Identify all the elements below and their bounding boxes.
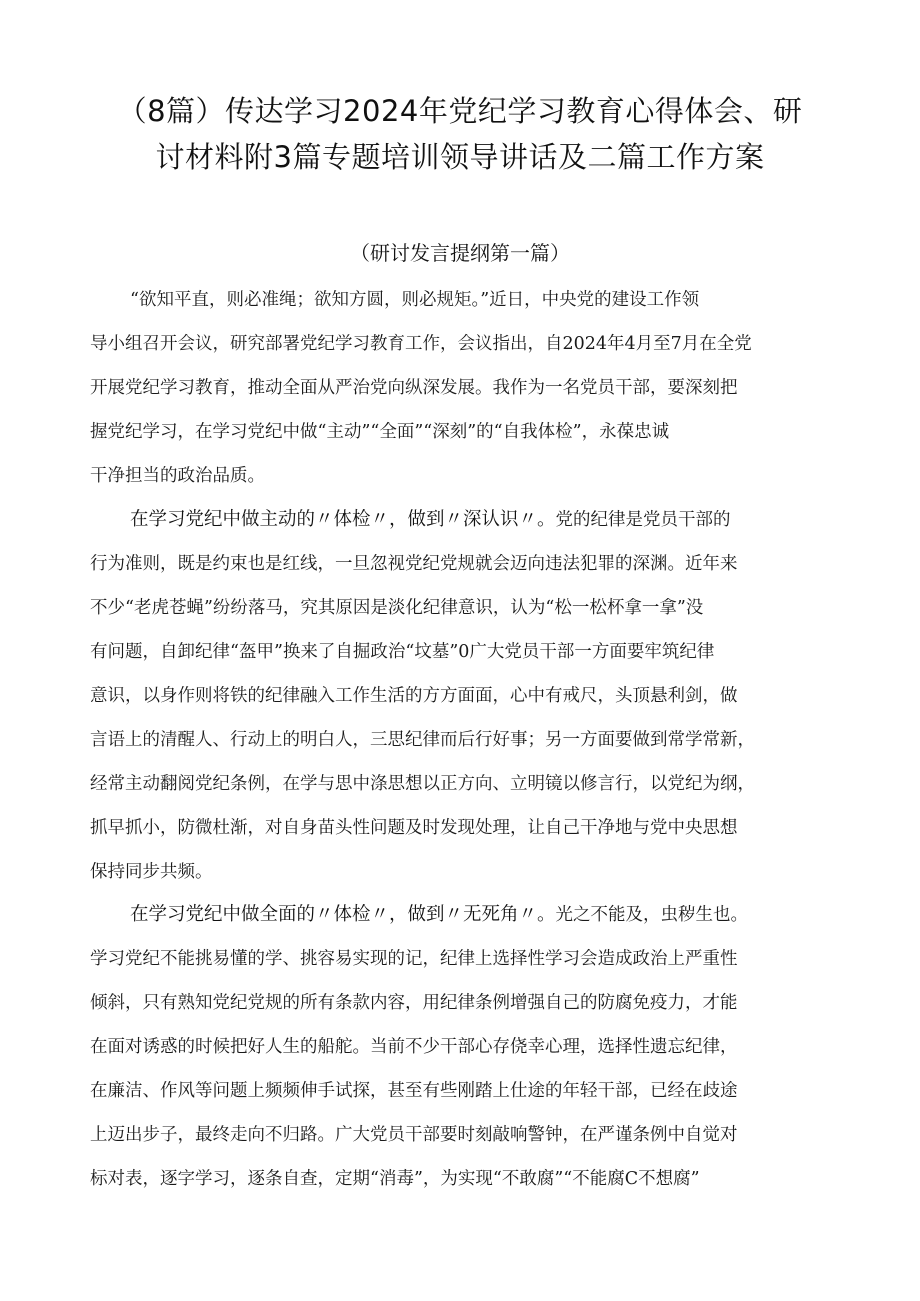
text-line: 握党纪学习，在学习党纪中做“主动”“全面”“深刻”的“自我体检”，永葆忠诚 [90,422,670,442]
text-line [90,498,880,542]
paragraph-heading: 在学习党纪中做主动的〃体检〃，做到〃深认识〃。 [130,509,556,530]
paragraph-comprehensive-checkup [90,893,880,1201]
text-line: 在面对诱惑的时候把好人生的船舵。当前不少干部心存侥幸心理，选择性遗忘纪律， [90,1037,738,1057]
text-line: 有问题，自卸纪律“盔甲”换来了自掘政治“坟墓”0广大党员干部一方面要牢筑纪律 [90,642,715,662]
paragraph-heading: 在学习党纪中做全面的〃体检〃，做到〃无死角〃。 [130,904,556,925]
document-title [80,88,840,180]
title-line-2: 讨材料附3篇专题培训领导讲话及二篇工作方案 [155,140,765,174]
text-line: 开展党纪学习教育，推动全面从严治党向纵深发展。我作为一名党员干部，要深刻把 [90,378,738,398]
text-line: 导小组召开会议，研究部署党纪学习教育工作，会议指出，自2024年4月至7月在全党 [90,334,752,354]
text-line: 言语上的清醒人、行动上的明白人，三思纪律而后行好事；另一方面要做到常学常新， [90,730,755,750]
text-line: 标对表，逐字学习，逐条自查，定期“消毒”，为实现“不敢腐”“不能腐C不想腐” [90,1169,700,1189]
text-line: 干净担当的政治品质。 [90,466,265,486]
text-line: 不少“老虎苍蝇”纷纷落马，究其原因是淡化纪律意识，认为“松一松杯拿一拿”没 [90,598,704,618]
text-line: 倾斜，只有熟知党纪党规的所有条款内容，用纪律条例增强自己的防腐免疫力，才能 [90,993,738,1013]
text-line: 上迈出步子，最终走向不归路。广大党员干部要时刻敲响警钟，在严谨条例中自觉对 [90,1125,738,1145]
text-line: 经常主动翻阅党纪条例，在学与思中涤思想以正方向、立明镜以修言行，以党纪为纲， [90,774,755,794]
text-line: 意识，以身作则将铁的纪律融入工作生活的方方面面，心中有戒尺，头顶悬利剑，做 [90,686,738,706]
title-line-1: （8篇）传达学习2024年党纪学习教育心得体会、研 [117,94,803,128]
text-line: “欲知平直，则必准绳；欲知方圆，则必规矩。”近日，中央党的建设工作领 [130,290,700,310]
text-line: 行为准则，既是约束也是红线，一旦忽视党纪党规就会迈向违法犯罪的深渊。近年来 [90,554,738,574]
paragraph-intro [90,278,880,498]
text-line: 学习党纪不能挑易懂的学、挑容易实现的记，纪律上选择性学习会造成政治上严重性 [90,949,738,969]
text-line: 抓早抓小，防微杜渐，对自身苗头性问题及时发现处理，让自己干净地与党中央思想 [90,818,738,838]
text-span: 党的纪律是党员干部的 [555,510,731,530]
text-span: 光之不能及，虫秽生也。 [555,905,749,925]
section-subtitle: （研讨发言提纲第一篇） [350,241,570,265]
paragraph-active-checkup [90,498,880,894]
text-line: 在廉洁、作风等问题上频频伸手试探，甚至有些刚踏上仕途的年轻干部，已经在歧途 [90,1081,738,1101]
text-line [90,893,880,937]
text-line: 保持同步共频。 [90,862,213,882]
